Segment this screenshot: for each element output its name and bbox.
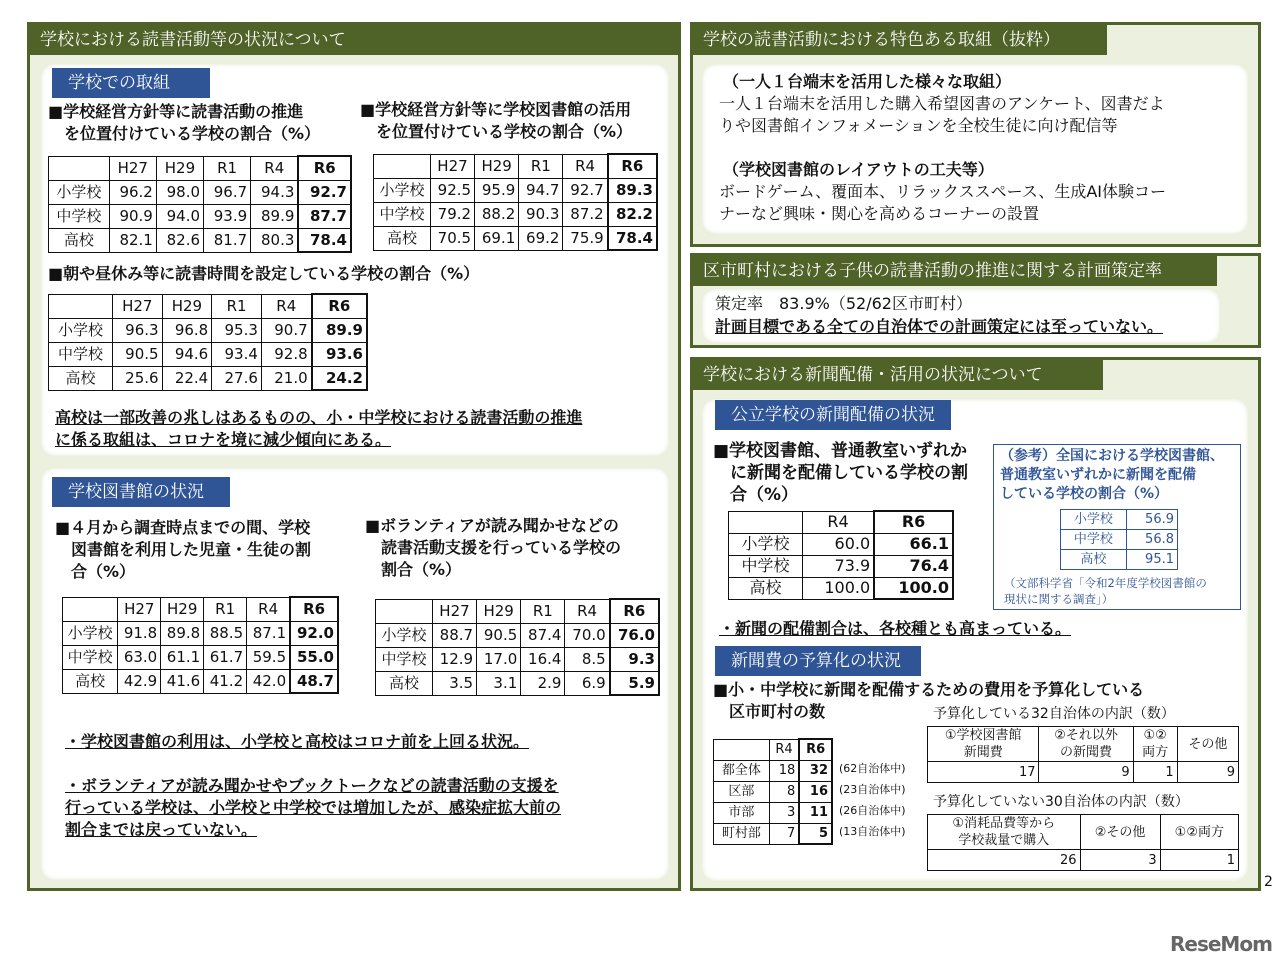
table-cell: 42.9 (118, 669, 161, 693)
plan-rate-panel (690, 253, 1261, 348)
table-cell: 56.8 (1126, 530, 1177, 550)
column-header: R1 (204, 156, 251, 180)
table-cell: 69.1 (475, 226, 519, 250)
table-cell: 18 (769, 760, 799, 781)
row-label: 区部 (714, 781, 770, 802)
budget-note: (62自治体中) (839, 762, 906, 775)
table-cell: 16 (799, 781, 832, 802)
column-header: その他 (1177, 727, 1238, 762)
section-label-newspaper-placement: 公立学校の新聞配備の状況 (715, 400, 951, 430)
table-header-row (714, 739, 833, 760)
table-row (729, 577, 954, 599)
table-cell: 48.7 (290, 669, 338, 693)
table-header-row (49, 156, 352, 180)
row-label: 中学校 (1061, 530, 1127, 550)
table-row (49, 318, 368, 342)
table-row (928, 762, 1239, 783)
row-label: 高校 (1061, 550, 1127, 570)
school-efforts-box (40, 63, 670, 457)
column-header (49, 294, 113, 318)
table-cell: 80.3 (251, 228, 299, 252)
table-cell: 73.9 (802, 555, 874, 577)
table-reading-time (48, 293, 368, 391)
row-label: 小学校 (1061, 510, 1127, 530)
featured-efforts-title: 学校の読書活動における特色ある取組（抜粋） (693, 25, 1107, 55)
table-row (63, 669, 339, 693)
table-cell: 12.9 (432, 647, 476, 671)
table-cell: 89.3 (608, 178, 657, 202)
row-label: 高校 (729, 577, 803, 599)
table-cell: 91.8 (118, 621, 161, 645)
row-label: 中学校 (376, 647, 433, 671)
table-row (714, 781, 833, 802)
table-cell: 7 (769, 823, 799, 844)
table-cell: 98.0 (156, 180, 203, 204)
column-header: R6 (799, 739, 832, 760)
table-cell: 3.1 (477, 671, 521, 695)
column-header: ①消耗品費等から 学校裁量で購入 (928, 815, 1081, 850)
featured-efforts-panel (690, 22, 1261, 247)
table-row (729, 533, 954, 555)
featured-text-devices: 一人１台端末を活用した購入希望図書のアンケート、図書だよ りや図書館インフォメーションを全校生徒に向け配信等 (719, 94, 1165, 135)
table-newspaper-budget (713, 738, 833, 845)
table-reading-policy (48, 155, 352, 253)
table-cell: 17.0 (477, 647, 521, 671)
table-cell: 89.8 (161, 621, 204, 645)
table-cell: 17 (928, 762, 1039, 783)
table-cell: 16.4 (521, 647, 565, 671)
column-header: ②それ以外 の新聞費 (1039, 727, 1133, 762)
table-cell: 95.3 (212, 318, 262, 342)
featured-heading-layout: （学校図書館のレイアウトの工夫等） (723, 160, 994, 179)
table-volunteer (375, 598, 660, 696)
question-library-policy: ■学校経営方針等に学校図書館の活用 を位置付けている学校の割合（%） (360, 100, 633, 141)
table-cell: 1 (1133, 762, 1177, 783)
table-cell: 82.1 (109, 228, 156, 252)
table-row (376, 647, 660, 671)
plan-rate-box (701, 288, 1221, 344)
row-label: 小学校 (374, 178, 431, 202)
row-label: 小学校 (63, 621, 118, 645)
row-label: 高校 (374, 226, 431, 250)
table-library-usage (62, 596, 339, 694)
budget-note: (23自治体中) (839, 783, 906, 796)
table-cell: 78.4 (608, 226, 657, 250)
row-label: 中学校 (63, 645, 118, 669)
row-label: 中学校 (49, 342, 113, 366)
newspaper-panel (690, 357, 1261, 891)
table-cell: 100.0 (802, 577, 874, 599)
column-header (374, 154, 431, 178)
row-label: 町村部 (714, 823, 770, 844)
row-label: 中学校 (49, 204, 110, 228)
table-cell: 94.7 (519, 178, 563, 202)
table-cell: 88.2 (475, 202, 519, 226)
column-header: R4 (261, 294, 311, 318)
column-header: R6 (874, 511, 953, 533)
table-cell: 11 (799, 802, 832, 823)
table-cell: 90.7 (261, 318, 311, 342)
table-cell: 81.7 (204, 228, 251, 252)
table-cell: 66.1 (874, 533, 953, 555)
table-cell: 61.7 (204, 645, 247, 669)
table-cell: 8.5 (565, 647, 610, 671)
table-header-row (376, 599, 660, 623)
table-cell: 93.4 (212, 342, 262, 366)
featured-efforts-box (701, 63, 1249, 235)
table-cell: 69.2 (519, 226, 563, 250)
row-label: 小学校 (376, 623, 433, 647)
column-header: R1 (521, 599, 565, 623)
column-header: H29 (161, 597, 204, 621)
question-newspaper-budget: ■小・中学校に新聞を配備するための費用を予算化している 区市町村の数 (713, 680, 1145, 721)
table-cell: 3 (769, 802, 799, 823)
summary-school-efforts: 高校は一部改善の兆しはあるものの、小・中学校における読書活動の推進 に係る取組は、コロナを境に減少傾向にある。 (55, 408, 583, 449)
budgeted-breakdown-title: 予算化している32自治体の内訳（数） (933, 706, 1175, 722)
table-cell: 59.5 (247, 645, 290, 669)
table-cell: 89.9 (312, 318, 367, 342)
library-status-box (40, 467, 670, 881)
table-cell: 5.9 (610, 671, 659, 695)
table-cell: 26 (928, 850, 1081, 871)
column-header: H29 (475, 154, 519, 178)
table-row (49, 342, 368, 366)
table-cell: 96.2 (109, 180, 156, 204)
column-header: H27 (109, 156, 156, 180)
table-row (729, 555, 954, 577)
table-header-row (63, 597, 339, 621)
table-header-row (374, 154, 658, 178)
question-reading-time: ■朝や昼休み等に読書時間を設定している学校の割合（%） (48, 264, 480, 283)
column-header: H29 (156, 156, 203, 180)
column-header: H29 (477, 599, 521, 623)
table-cell: 70.0 (565, 623, 610, 647)
table-row (49, 204, 352, 228)
page-number: 2 (1264, 874, 1273, 890)
table-header-row (49, 294, 368, 318)
column-header: ①②両方 (1160, 815, 1238, 850)
table-cell: 90.5 (477, 623, 521, 647)
section-label-newspaper-budget: 新聞費の予算化の状況 (715, 646, 921, 676)
column-header (714, 739, 770, 760)
column-header: R6 (298, 156, 351, 180)
column-header: R6 (290, 597, 338, 621)
column-header: R1 (212, 294, 262, 318)
table-cell: 92.7 (298, 180, 351, 204)
table-cell: 55.0 (290, 645, 338, 669)
row-label: 中学校 (729, 555, 803, 577)
column-header: ①② 両方 (1133, 727, 1177, 762)
row-label: 高校 (49, 228, 110, 252)
table-unbudgeted-breakdown (927, 814, 1239, 871)
row-label: 高校 (376, 671, 433, 695)
note-volunteer: ・ボランティアが読み聞かせやブックトークなどの読書活動の支援を 行っている学校は、小学校と中学校では増加したが、感染症拡大前の 割合までは戻っていない。 (65, 776, 562, 839)
table-row (714, 823, 833, 844)
table-cell: 5 (799, 823, 832, 844)
column-header: R6 (610, 599, 659, 623)
table-cell: 61.1 (161, 645, 204, 669)
table-cell: 6.9 (565, 671, 610, 695)
table-budgeted-breakdown (927, 726, 1239, 783)
table-cell: 9 (1039, 762, 1133, 783)
table-cell: 90.9 (109, 204, 156, 228)
table-cell: 87.7 (298, 204, 351, 228)
summary-newspaper-placement: ・新聞の配備割合は、各校種とも高まっている。 (719, 619, 1072, 638)
table-cell: 82.6 (156, 228, 203, 252)
table-cell: 87.1 (247, 621, 290, 645)
question-reading-policy: ■学校経営方針等に読書活動の推進 を位置付けている学校の割合（%） (48, 102, 321, 143)
column-header: R1 (519, 154, 563, 178)
newspaper-panel-title: 学校における新聞配備・活用の状況について (693, 360, 1103, 390)
table-cell: 92.0 (290, 621, 338, 645)
table-cell: 95.9 (475, 178, 519, 202)
section-label-library-status: 学校図書館の状況 (52, 477, 230, 507)
question-library-usage: ■４月から調査時点までの間、学校 図書館を利用した児童・生徒の割 合（%） (55, 518, 312, 581)
table-row (376, 671, 660, 695)
table-cell: 82.2 (608, 202, 657, 226)
column-header: H27 (430, 154, 474, 178)
table-cell: 88.7 (432, 623, 476, 647)
table-row (1061, 510, 1178, 530)
column-header: H27 (432, 599, 476, 623)
budget-note: (26自治体中) (839, 804, 906, 817)
column-header: R1 (204, 597, 247, 621)
table-cell: 96.3 (112, 318, 162, 342)
plan-rate-note: 計画目標である全ての自治体での計画策定には至っていない。 (715, 317, 1164, 336)
row-label: 都全体 (714, 760, 770, 781)
table-header-row (928, 815, 1239, 850)
table-cell: 93.9 (204, 204, 251, 228)
column-header (729, 511, 803, 533)
column-header: R4 (802, 511, 874, 533)
table-row (63, 645, 339, 669)
row-label: 小学校 (49, 180, 110, 204)
column-header: H27 (118, 597, 161, 621)
budget-notes (839, 758, 906, 842)
table-cell: 9 (1177, 762, 1238, 783)
table-cell: 42.0 (247, 669, 290, 693)
table-row (374, 202, 658, 226)
table-cell: 87.2 (563, 202, 608, 226)
table-cell: 25.6 (112, 366, 162, 390)
table-header-row (928, 727, 1239, 762)
table-cell: 94.6 (162, 342, 212, 366)
table-newspaper-placement (728, 510, 954, 600)
column-header: R6 (608, 154, 657, 178)
table-row (63, 621, 339, 645)
budget-note: (13自治体中) (839, 825, 906, 838)
column-header: ①学校図書館 新聞費 (928, 727, 1039, 762)
column-header (49, 156, 110, 180)
table-cell: 3 (1080, 850, 1160, 871)
table-cell: 89.9 (251, 204, 299, 228)
left-panel-title: 学校における読書活動等の状況について (30, 25, 678, 55)
table-cell: 75.9 (563, 226, 608, 250)
table-cell: 94.3 (251, 180, 299, 204)
table-cell: 90.3 (519, 202, 563, 226)
row-label: 高校 (49, 366, 113, 390)
table-cell: 92.5 (430, 178, 474, 202)
table-cell: 92.8 (261, 342, 311, 366)
table-cell: 24.2 (312, 366, 367, 390)
table-cell: 32 (799, 760, 832, 781)
column-header: R4 (565, 599, 610, 623)
column-header: R4 (563, 154, 608, 178)
column-header (63, 597, 118, 621)
table-cell: 70.5 (430, 226, 474, 250)
table-cell: 76.4 (874, 555, 953, 577)
left-panel (27, 22, 681, 891)
table-row (49, 366, 368, 390)
column-header: R4 (251, 156, 299, 180)
resemom-watermark-logo: ReseMom (1170, 932, 1272, 956)
table-cell: 90.5 (112, 342, 162, 366)
column-header: H27 (112, 294, 162, 318)
table-cell: 87.4 (521, 623, 565, 647)
table-cell: 76.0 (610, 623, 659, 647)
column-header: ②その他 (1080, 815, 1160, 850)
reference-title: （参考）全国における学校図書館、 普通教室いずれかに新聞を配備 している学校の割合（%） (1000, 448, 1224, 502)
table-row (49, 228, 352, 252)
table-cell: 93.6 (312, 342, 367, 366)
section-label-school-efforts: 学校での取組 (52, 68, 210, 98)
table-cell: 41.6 (161, 669, 204, 693)
featured-heading-devices: （一人１台端末を活用した様々な取組） (723, 72, 1012, 91)
table-cell: 94.0 (156, 204, 203, 228)
table-cell: 100.0 (874, 577, 953, 599)
table-row (374, 178, 658, 202)
table-row (714, 802, 833, 823)
note-library-usage: ・学校図書館の利用は、小学校と高校はコロナ前を上回る状況。 (65, 732, 530, 751)
reference-box (993, 444, 1241, 610)
table-row (376, 623, 660, 647)
table-row (374, 226, 658, 250)
table-cell: 22.4 (162, 366, 212, 390)
row-label: 高校 (63, 669, 118, 693)
table-cell: 1 (1160, 850, 1238, 871)
plan-rate-value: 策定率 83.9%（52/62区市町村） (715, 294, 972, 313)
question-volunteer: ■ボランティアが読み聞かせなどの 読書活動支援を行っている学校の 割合（%） (365, 516, 622, 579)
row-label: 小学校 (729, 533, 803, 555)
table-cell: 8 (769, 781, 799, 802)
table-cell: 63.0 (118, 645, 161, 669)
table-cell: 88.5 (204, 621, 247, 645)
table-cell: 79.2 (430, 202, 474, 226)
table-cell: 56.9 (1126, 510, 1177, 530)
table-row (1061, 550, 1178, 570)
table-cell: 96.7 (204, 180, 251, 204)
unbudgeted-breakdown-title: 予算化していない30自治体の内訳（数） (933, 794, 1189, 810)
row-label: 中学校 (374, 202, 431, 226)
column-header: R6 (312, 294, 367, 318)
table-header-row (729, 511, 954, 533)
table-cell: 3.5 (432, 671, 476, 695)
row-label: 市部 (714, 802, 770, 823)
column-header (376, 599, 433, 623)
column-header: H29 (162, 294, 212, 318)
featured-text-layout: ボードゲーム、覆面本、リラックススペース、生成AI体験コー ナーなど興味・関心を高めるコーナーの設置 (719, 182, 1167, 223)
table-cell: 95.1 (1126, 550, 1177, 570)
table-cell: 60.0 (802, 533, 874, 555)
table-cell: 27.6 (212, 366, 262, 390)
table-row (49, 180, 352, 204)
table-cell: 78.4 (298, 228, 351, 252)
question-newspaper-placement: ■学校図書館、普通教室いずれか に新聞を配備している学校の割 合（%） (713, 441, 968, 505)
table-cell: 21.0 (261, 366, 311, 390)
row-label: 小学校 (49, 318, 113, 342)
table-cell: 41.2 (204, 669, 247, 693)
column-header: R4 (247, 597, 290, 621)
plan-rate-title: 区市町村における子供の読書活動の推進に関する計画策定率 (693, 256, 1217, 286)
table-cell: 9.3 (610, 647, 659, 671)
table-reference (1060, 509, 1178, 570)
newspaper-box (701, 398, 1249, 882)
reference-source: （文部科学省「令和2年度学校図書館の 現状に関する調査」） (1004, 576, 1207, 606)
table-cell: 2.9 (521, 671, 565, 695)
table-cell: 92.7 (563, 178, 608, 202)
table-row (928, 850, 1239, 871)
table-row (714, 760, 833, 781)
table-row (1061, 530, 1178, 550)
table-cell: 96.8 (162, 318, 212, 342)
column-header: R4 (769, 739, 799, 760)
table-library-policy (373, 153, 658, 251)
